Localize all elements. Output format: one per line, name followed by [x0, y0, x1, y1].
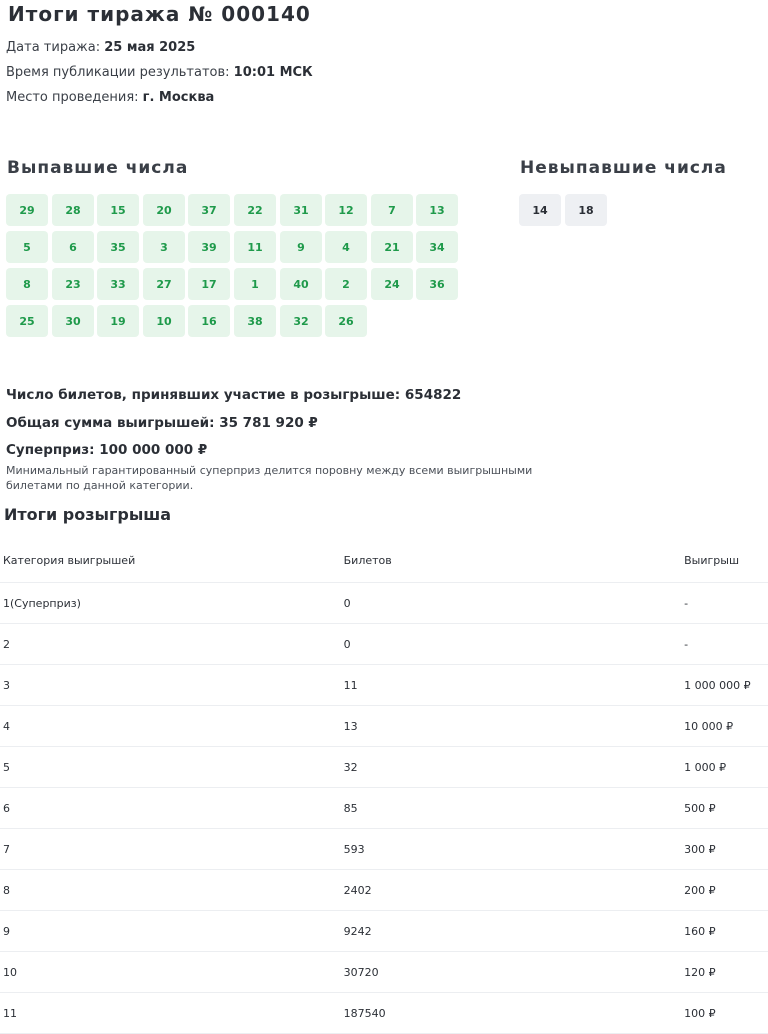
tickets-cell: 0 [344, 583, 684, 624]
tickets-cell: 30720 [344, 952, 684, 993]
prize-cell: 100 ₽ [684, 993, 768, 1034]
results-heading: Итоги розыгрыша [4, 505, 172, 524]
results-table [0, 538, 768, 1034]
table-row [0, 952, 768, 993]
category-cell: 10 [0, 952, 344, 993]
drawn-ball: 25 [6, 305, 48, 337]
category-cell: 7 [0, 829, 344, 870]
table-row [0, 788, 768, 829]
drawn-ball: 17 [188, 268, 230, 300]
drawn-ball: 35 [97, 231, 139, 263]
tickets-count [6, 387, 461, 403]
prize-cell: - [684, 624, 768, 665]
drawn-ball: 30 [52, 305, 94, 337]
tickets-cell: 187540 [344, 993, 684, 1034]
tickets-cell: 11 [344, 665, 684, 706]
column-header-prize: Выигрыш [684, 538, 768, 583]
table-row [0, 911, 768, 952]
prize-cell: 300 ₽ [684, 829, 768, 870]
draw-date-value: 25 мая 2025 [104, 40, 196, 55]
tickets-cell: 593 [344, 829, 684, 870]
drawn-ball: 7 [371, 194, 413, 226]
drawn-ball: 26 [325, 305, 367, 337]
prize-cell: 200 ₽ [684, 870, 768, 911]
tickets-cell: 85 [344, 788, 684, 829]
drawn-ball: 40 [280, 268, 322, 300]
drawn-ball: 31 [280, 194, 322, 226]
tickets-count-label: Число билетов, принявших участие в розыгрыше: [6, 387, 401, 403]
table-row [0, 870, 768, 911]
drawn-ball: 12 [325, 194, 367, 226]
total-winnings-label: Общая сумма выигрышей: [6, 415, 215, 431]
table-row [0, 624, 768, 665]
column-header-tickets: Билетов [344, 538, 684, 583]
drawn-ball: 22 [234, 194, 276, 226]
page-title: Итоги тиража № 000140 [8, 2, 311, 26]
category-cell: 1(Суперприз) [0, 583, 344, 624]
drawn-ball: 39 [188, 231, 230, 263]
table-row [0, 665, 768, 706]
total-winnings [6, 415, 318, 431]
category-cell: 2 [0, 624, 344, 665]
category-cell: 3 [0, 665, 344, 706]
tickets-cell: 0 [344, 624, 684, 665]
prize-cell: 1 000 ₽ [684, 747, 768, 788]
drawn-ball: 16 [188, 305, 230, 337]
tickets-cell: 32 [344, 747, 684, 788]
drawn-ball: 3 [143, 231, 185, 263]
prize-cell: 10 000 ₽ [684, 706, 768, 747]
category-cell: 5 [0, 747, 344, 788]
drawn-ball: 6 [52, 231, 94, 263]
drawn-ball: 24 [371, 268, 413, 300]
drawn-ball: 9 [280, 231, 322, 263]
superprize [6, 442, 207, 458]
tickets-cell: 2402 [344, 870, 684, 911]
tickets-count-value: 654822 [404, 387, 462, 403]
draw-date-label: Дата тиража: [6, 40, 101, 55]
drawn-ball: 10 [143, 305, 185, 337]
drawn-ball: 2 [325, 268, 367, 300]
column-header-category: Категория выигрышей [0, 538, 344, 583]
table-row [0, 993, 768, 1034]
drawn-ball: 33 [97, 268, 139, 300]
tickets-cell: 9242 [344, 911, 684, 952]
drawn-ball: 8 [6, 268, 48, 300]
prize-cell: 500 ₽ [684, 788, 768, 829]
drawn-ball: 21 [371, 231, 413, 263]
drawn-ball: 15 [97, 194, 139, 226]
draw-place-value: г. Москва [142, 90, 215, 105]
drawn-ball: 28 [52, 194, 94, 226]
missed-ball: 14 [519, 194, 561, 226]
drawn-ball: 38 [234, 305, 276, 337]
draw-place-label: Место проведения: [6, 90, 139, 105]
drawn-ball: 5 [6, 231, 48, 263]
table-row [0, 747, 768, 788]
drawn-ball: 4 [325, 231, 367, 263]
drawn-ball: 1 [234, 268, 276, 300]
prize-cell: 1 000 000 ₽ [684, 665, 768, 706]
publish-time-value: 10:01 МСК [233, 65, 313, 80]
missed-ball: 18 [565, 194, 607, 226]
prize-cell: 120 ₽ [684, 952, 768, 993]
category-cell: 9 [0, 911, 344, 952]
drawn-ball: 27 [143, 268, 185, 300]
publish-time-label: Время публикации результатов: [6, 65, 230, 80]
category-cell: 8 [0, 870, 344, 911]
draw-place [6, 90, 214, 105]
publish-time [6, 65, 313, 80]
superprize-note: Минимальный гарантированный суперприз делится поровну между всеми выигрышными билетами по данной категории. [6, 464, 533, 492]
drawn-ball: 13 [416, 194, 458, 226]
drawn-ball: 36 [416, 268, 458, 300]
tickets-cell: 13 [344, 706, 684, 747]
table-row [0, 829, 768, 870]
drawn-ball: 34 [416, 231, 458, 263]
superprize-value: 100 000 000 ₽ [99, 442, 208, 458]
drawn-ball: 37 [188, 194, 230, 226]
category-cell: 11 [0, 993, 344, 1034]
superprize-label: Суперприз: [6, 442, 95, 458]
drawn-ball: 11 [234, 231, 276, 263]
prize-cell: - [684, 583, 768, 624]
table-row [0, 583, 768, 624]
drawn-ball: 19 [97, 305, 139, 337]
drawn-numbers-heading: Выпавшие числа [7, 158, 189, 178]
prize-cell: 160 ₽ [684, 911, 768, 952]
total-winnings-value: 35 781 920 ₽ [219, 415, 318, 431]
results-header-row [0, 538, 768, 583]
missed-numbers-heading: Невыпавшие числа [520, 158, 727, 178]
drawn-ball: 20 [143, 194, 185, 226]
drawn-ball: 32 [280, 305, 322, 337]
category-cell: 6 [0, 788, 344, 829]
draw-date [6, 40, 195, 55]
drawn-ball: 29 [6, 194, 48, 226]
category-cell: 4 [0, 706, 344, 747]
table-row [0, 706, 768, 747]
drawn-ball: 23 [52, 268, 94, 300]
